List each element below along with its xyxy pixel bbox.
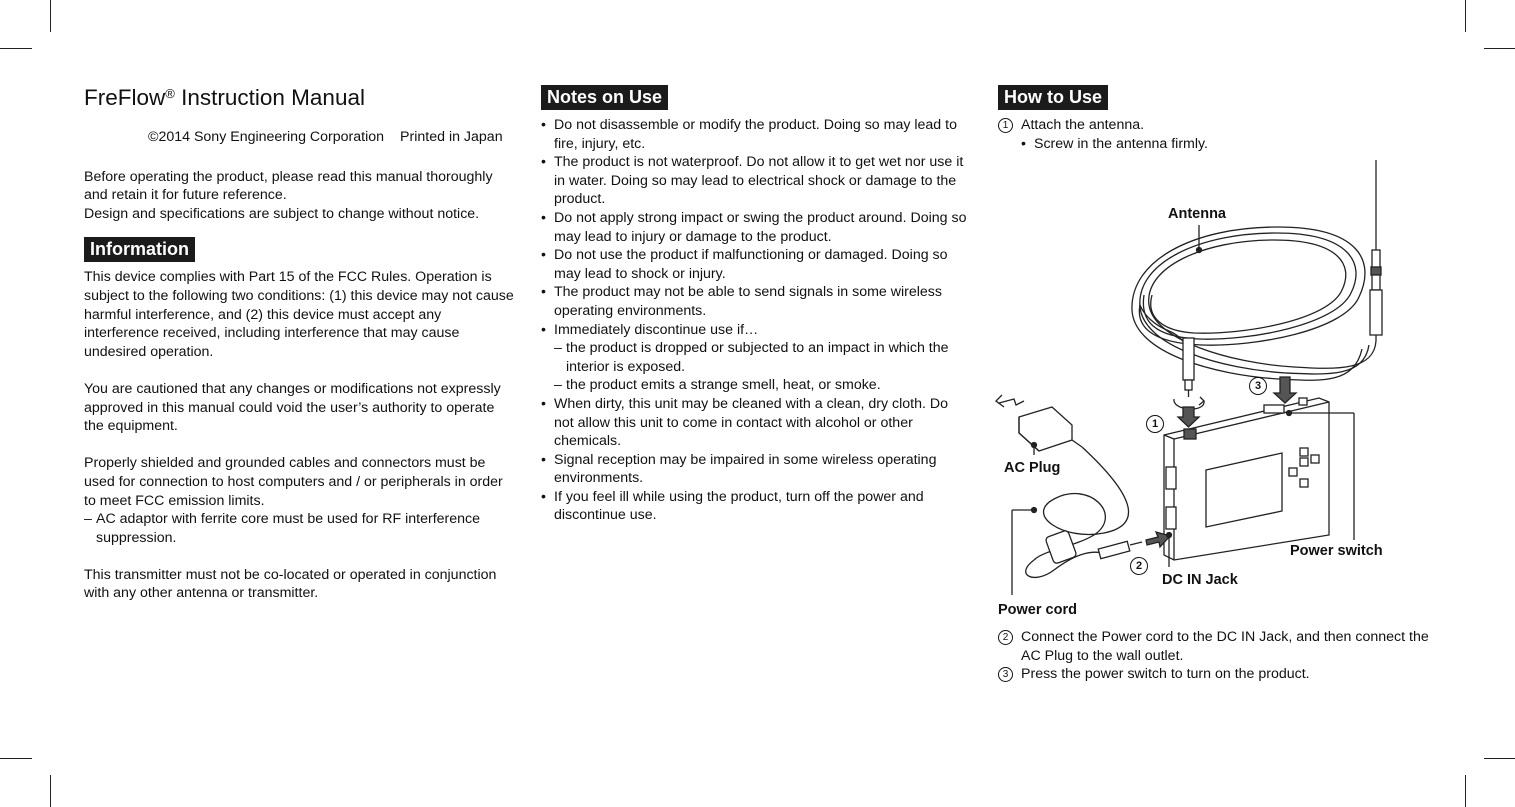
crop-mark [1484, 758, 1515, 759]
crop-mark [1465, 775, 1466, 807]
crop-mark [1484, 48, 1515, 49]
steps-lower [998, 628, 1438, 684]
sub-list [554, 339, 971, 395]
list-item: • If you feel ill while using the product, turn off the power and discontinue use. [541, 488, 971, 525]
information-heading: Information [84, 237, 195, 262]
middle-column [541, 85, 971, 525]
crop-mark [50, 775, 51, 807]
list-item: • Immediately discontinue use if… – the product is dropped or subjected to an impact in which the interior is exposed. – the product emits a strange smell, heat, or smoke. [541, 321, 971, 395]
registered-mark: ® [165, 86, 175, 101]
modification-paragraph: You are cautioned that any changes or modifications not expressly approved in this manual could void the user’s authority to operate the equipment. [84, 380, 501, 435]
setup-diagram [994, 155, 1394, 625]
callout-1: 1 [1146, 415, 1164, 433]
left-column [84, 80, 516, 603]
crop-mark [50, 0, 51, 32]
list-item: • The product may not be able to send signals in some wireless operating environments. [541, 283, 971, 320]
list-item: • Do not use the product if malfunctioning or damaged. Doing so may lead to shock or injury. [541, 246, 971, 283]
step-sub-item: • Screw in the antenna firmly. [1021, 135, 1438, 154]
fcc-paragraph: This device complies with Part 15 of the FCC Rules. Operation is subject to the following two conditions: (1) this device may not cause harmful interference, and (2) this device must accept any interference received, including interference that may cause undesired operation. [84, 269, 514, 360]
notes-list [541, 116, 971, 525]
list-item: • When dirty, this unit may be cleaned with a clean, dry cloth. Do not allow this unit to come in contact with alcohol or other chemicals. [541, 395, 971, 451]
step-1: 1 Attach the antenna. • Screw in the antenna firmly. [998, 116, 1438, 153]
colocation-paragraph: This transmitter must not be co-located or operated in conjunction with any other antenna or transmitter. [84, 566, 497, 602]
callout-2: 2 [1130, 557, 1148, 575]
power-switch-label: Power switch [1290, 543, 1383, 559]
crop-mark [1465, 0, 1466, 32]
list-item: • The product is not waterproof. Do not allow it to get wet nor use it in water. Doing so may lead to electrical shock or damage to the product. [541, 153, 971, 209]
howto-heading: How to Use [998, 85, 1108, 110]
crop-mark [0, 48, 32, 49]
notes-heading: Notes on Use [541, 85, 668, 110]
step-3: 3 Press the power switch to turn on the product. [998, 665, 1438, 684]
ac-plug-label: AC Plug [1004, 460, 1061, 476]
sub-list-item: – the product is dropped or subjected to an impact in which the interior is exposed. [554, 339, 971, 376]
intro-text: Design and specifications are subject to change without notice. [84, 205, 480, 222]
list-item: • Signal reception may be impaired in some wireless operating environments. [541, 451, 971, 488]
power-cord-label: Power cord [998, 602, 1077, 618]
list-item: • Do not apply strong impact or swing the product around. Doing so may lead to injury or damage to the product. [541, 209, 971, 246]
intro-text: Before operating the product, please read this manual thoroughly and retain it for future reference. [84, 168, 493, 204]
crop-mark [0, 758, 32, 759]
antenna-label: Antenna [1168, 206, 1226, 222]
step-number: 1 [998, 118, 1013, 133]
step-2: 2 Connect the Power cord to the DC IN Jack, and then connect the AC Plug to the wall outlet. [998, 628, 1438, 665]
step-number: 3 [998, 667, 1013, 682]
list-item: • Do not disassemble or modify the product. Doing so may lead to fire, injury, etc. [541, 116, 971, 153]
sub-list-item: – the product emits a strange smell, heat, or smoke. [554, 376, 971, 395]
step-number: 2 [998, 630, 1013, 645]
copyright: ©2014 Sony Engineering Corporation [148, 129, 385, 145]
copyright-line [84, 128, 516, 147]
printed-in: Printed in Japan [400, 129, 503, 145]
page-title: FreFlow® Instruction Manual [84, 85, 365, 110]
right-column [998, 85, 1438, 153]
shielding-paragraph: Properly shielded and grounded cables and connectors must be used for connection to host computers and / or peripherals in order to meet FCC emission limits. [84, 455, 503, 509]
dc-in-label: DC IN Jack [1162, 572, 1238, 588]
ferrite-note: – AC adaptor with ferrite core must be used for RF interference suppression. [84, 510, 516, 547]
callout-3: 3 [1249, 377, 1267, 395]
